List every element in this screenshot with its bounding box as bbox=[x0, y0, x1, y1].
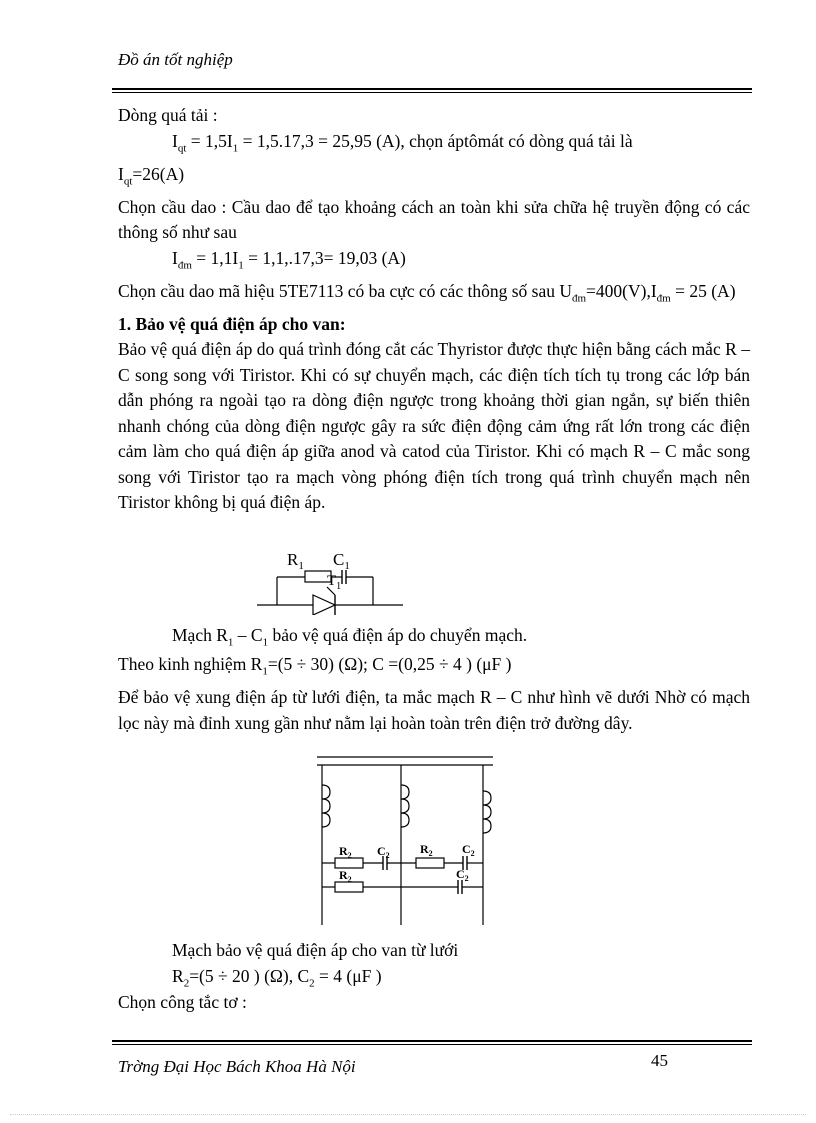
figure2-values: $R_2=(5 \div 20$ ) (Ω), $C_2 = 4$ (μF ) bbox=[172, 966, 382, 990]
body-text-2 bbox=[118, 652, 750, 736]
experience-values: Theo kinh nghiệm $R_1=(5 \div 30)$ (Ω); C =(0,25 ÷ 4 ) (μF ) bbox=[118, 654, 512, 678]
footer-school: Trờng Đại Học Bách Khoa Hà Nội bbox=[118, 1057, 356, 1076]
figure1-caption: Mạch $R_1 - C_1$ bảo vệ quá điện áp do chuyển mạch. bbox=[172, 625, 528, 649]
c1-label: $C_1$ bbox=[333, 550, 350, 572]
overload-label: Dòng quá tải : bbox=[118, 105, 218, 125]
r2-label-a: $R_2$ bbox=[339, 844, 352, 860]
protection-paragraph: Bảo vệ quá điện áp do quá trình đóng cắt các Thyristor được thực hiện bằng cách mắc R – C song song với Tiristor. Khi có sự chuyển mạch, các điện tích tích tụ trong các lớp bán dẫn phóng ra ngoài tạo ra dòng điện ngược trong khoảng thời gian ngắn, sự biến thiên nhanh chóng của dòng điện ngược gây ra sức điện động cảm ứng rất lớn trong các điện cảm làm cho quá điện áp giữa anod và catod của Tiristor. Khi có mạch R – C mắc song song với Tiristor tạo ra mạch vòng phóng điện tích trong quá trình chuyển mạch nên Tiristor không bị quá điện áp. bbox=[118, 339, 750, 512]
c2-label-a: $C_2$ bbox=[377, 844, 390, 860]
r2-label-c: $R_2$ bbox=[339, 868, 352, 884]
knife-switch-paragraph: Chọn cầu dao : Cầu dao để tạo khoảng cách an toàn khi sửa chữa hệ truyền động có các thông số như sau bbox=[118, 196, 750, 242]
page-edge bbox=[10, 1114, 806, 1115]
rc-thyristor-diagram bbox=[255, 545, 415, 615]
header-title: Đồ án tốt nghiệp bbox=[118, 50, 233, 69]
footer-rule bbox=[112, 1040, 752, 1045]
header-rule bbox=[112, 88, 752, 93]
c2-label-c: $C_2$ bbox=[456, 867, 469, 883]
inductor-2 bbox=[401, 785, 409, 827]
page-number: 45 bbox=[651, 1051, 668, 1070]
overload-result: $I_{qt}=26(A)$ bbox=[118, 163, 185, 187]
t1-label: $T_1$ bbox=[327, 573, 342, 592]
r1-label: $R_1$ bbox=[287, 550, 304, 572]
grid-protection-paragraph: Để bảo vệ xung điện áp từ lưới điện, ta mắc mạch R – C như hình vẽ dưới Nhờ có mạch lọc này mà đỉnh xung gần như nằm lại hoàn toàn trên điện trở đường dây. bbox=[118, 687, 750, 733]
resistor-r2-b bbox=[416, 858, 444, 868]
body-text bbox=[118, 103, 750, 516]
overload-formula: $I_{qt} = 1,5I_1 = 1,5.17,3 = 25,95$ (A), chọn áptômát có dòng quá tải là bbox=[172, 130, 633, 154]
grid-rc-filter-diagram bbox=[315, 755, 495, 930]
rated-current-formula: $I_{đm} = 1,1I_1 = 1,1,.17,3= 19,03$ (A) bbox=[172, 247, 406, 271]
section-heading: 1. Bảo vệ quá điện áp cho van: bbox=[118, 313, 346, 334]
contactor-heading: Chọn công tắc tơ : bbox=[118, 992, 247, 1012]
c2-label-b: $C_2$ bbox=[462, 842, 475, 858]
r2-label-b: $R_2$ bbox=[420, 842, 433, 858]
inductor-3 bbox=[483, 791, 491, 833]
inductor-1 bbox=[322, 785, 330, 827]
thyristor-t1 bbox=[313, 595, 335, 615]
knife-switch-model: Chọn cầu dao mã hiệu 5TE7113 có ba cực có các thông số sau $U_{đm}=400(V),I_{đm} = 25$ (A) bbox=[118, 280, 736, 304]
figure2-caption: Mạch bảo vệ quá điện áp cho van từ lưới bbox=[172, 940, 459, 960]
